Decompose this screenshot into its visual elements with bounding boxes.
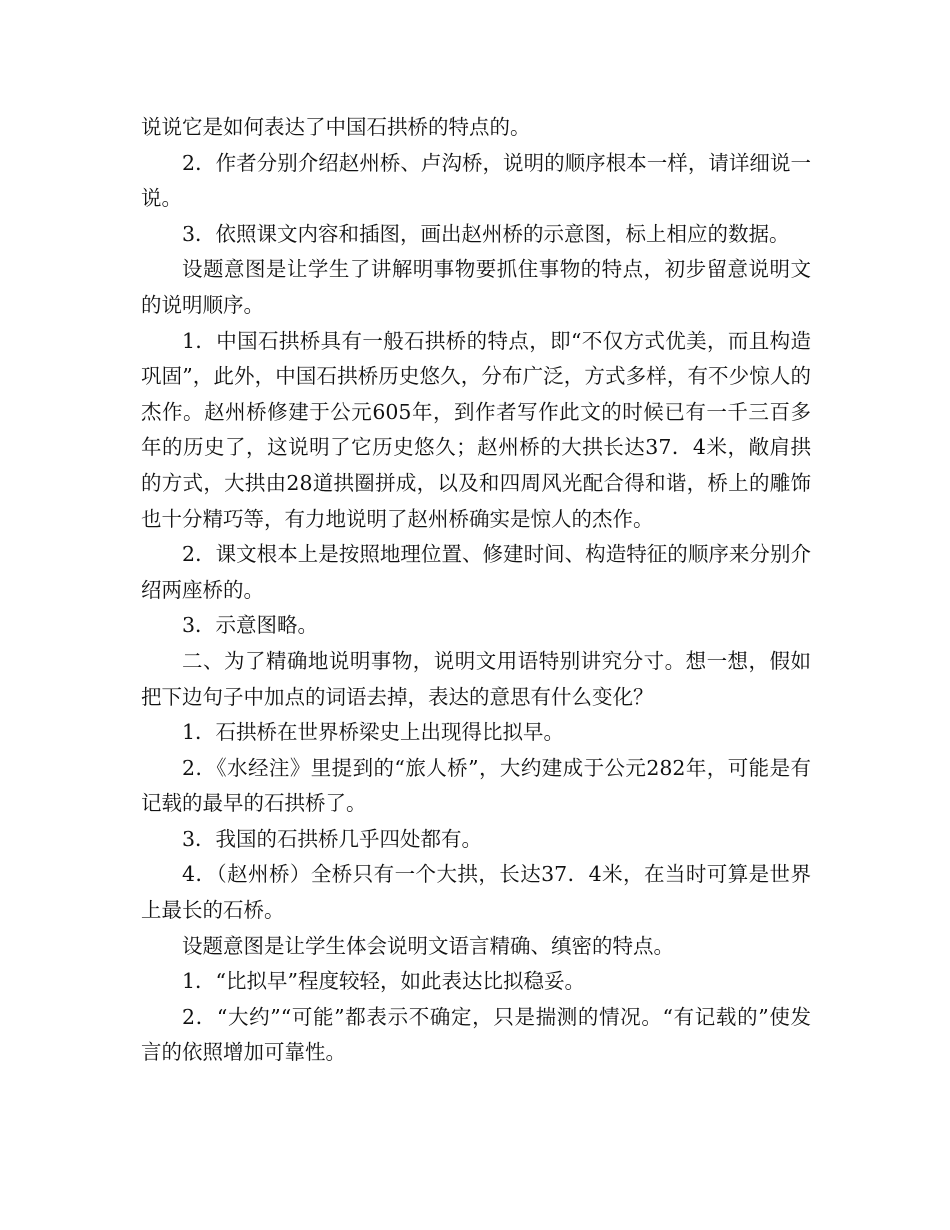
paragraph: 二、为了精确地说明事物，说明文用语特别讲究分寸。想一想，假如把下边句子中加点的词语去掉，表达的意思有什么变化？ <box>141 648 811 709</box>
paragraph: 1．石拱桥在世界桥梁史上出现得比拟早。 <box>182 720 565 745</box>
paragraph: 2．“大约”“可能”都表示不确定，只是揣测的情况。“有记载的”使发言的依照增加可靠性。 <box>141 1004 811 1065</box>
paragraph: 3．依照课文内容和插图，画出赵州桥的示意图，标上相应的数据。 <box>182 221 790 246</box>
document-page <box>141 110 811 1071</box>
paragraph: 4．（赵州桥）全桥只有一个大拱，长达37．4米，在当时可算是世界上最长的石桥。 <box>141 862 811 923</box>
paragraph: 2．作者分别介绍赵州桥、卢沟桥，说明的顺序根本一样，请详细说一说。 <box>141 150 811 211</box>
paragraph: 1．中国石拱桥具有一般石拱桥的特点，即“不仅方式优美，而且构造巩固”，此外，中国石拱桥历史悠久，分布广泛，方式多样，有不少惊人的杰作。赵州桥修建于公元605年，到作者写作此文的时候已有一千三百多年的历史了，这说明了它历史悠久；赵州桥的大拱长达37．4米，敞肩拱的方式，大拱由28道拱圈拼成，以及和四周风光配合得和谐，桥上的雕饰也十分精巧等，有力地说明了赵州桥确实是惊人的杰作。 <box>141 328 811 531</box>
paragraph: 3．示意图略。 <box>182 613 319 638</box>
paragraph: 2．课文根本上是按照地理位置、修建时间、构造特征的顺序来分别介绍两座桥的。 <box>141 542 811 602</box>
paragraph: 设题意图是让学生体会说明文语言精确、缜密的特点。 <box>182 933 674 958</box>
paragraph: 2．《水经注》里提到的“旅人桥”，大约建成于公元282年，可能是有记载的最早的石拱桥了。 <box>141 755 811 816</box>
paragraph: 3．我国的石拱桥几乎四处都有。 <box>182 826 483 851</box>
paragraph: 1．“比拟早”程度较轻，如此表达比拟稳妥。 <box>182 969 586 994</box>
paragraph: 说说它是如何表达了中国石拱桥的特点的。 <box>141 115 531 139</box>
paragraph: 设题意图是让学生了讲解明事物要抓住事物的特点，初步留意说明文的说明顺序。 <box>141 257 811 317</box>
